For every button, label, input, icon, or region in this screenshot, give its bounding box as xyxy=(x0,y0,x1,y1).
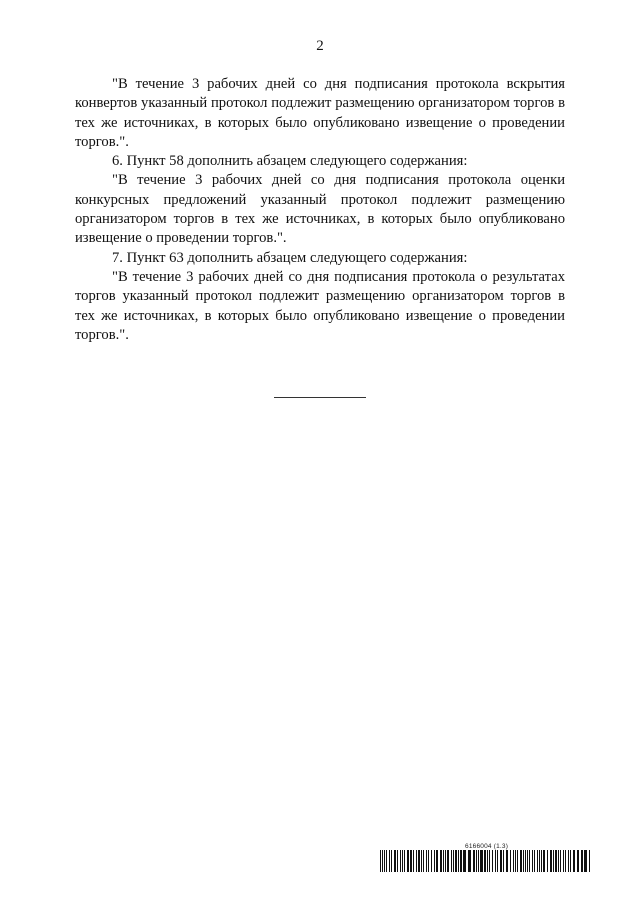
paragraph-quote-results: "В течение 3 рабочих дней со дня подписания протокола о результатах торгов указанный протокол подлежит размещению организатором торгов в тех же источниках, в которых было опубликовано извещение о проведении торгов.". xyxy=(75,268,565,343)
barcode xyxy=(380,850,590,872)
page-number: 2 xyxy=(316,38,324,54)
document-code: 6166004 (1.3) xyxy=(465,843,509,850)
document-body xyxy=(75,75,565,345)
paragraph-item-6: 6. Пункт 58 дополнить абзацем следующего содержания: xyxy=(112,153,468,170)
paragraph-item-7: 7. Пункт 63 дополнить абзацем следующего содержания: xyxy=(112,249,468,266)
end-separator-line xyxy=(274,397,366,398)
paragraph-quote-evaluation: "В течение 3 рабочих дней со дня подписания протокола оценки конкурсных предложений указанный протокол подлежит размещению организатором торгов в тех же источниках, в которых было опубликовано извещение о проведении торгов.". xyxy=(75,172,565,247)
paragraph-quote-opening-envelopes: "В течение 3 рабочих дней со дня подписания протокола вскрытия конвертов указанный протокол подлежит размещению организатором торгов в тех же источниках, в которых было опубликовано извещение о проведении торгов.". xyxy=(75,76,565,150)
